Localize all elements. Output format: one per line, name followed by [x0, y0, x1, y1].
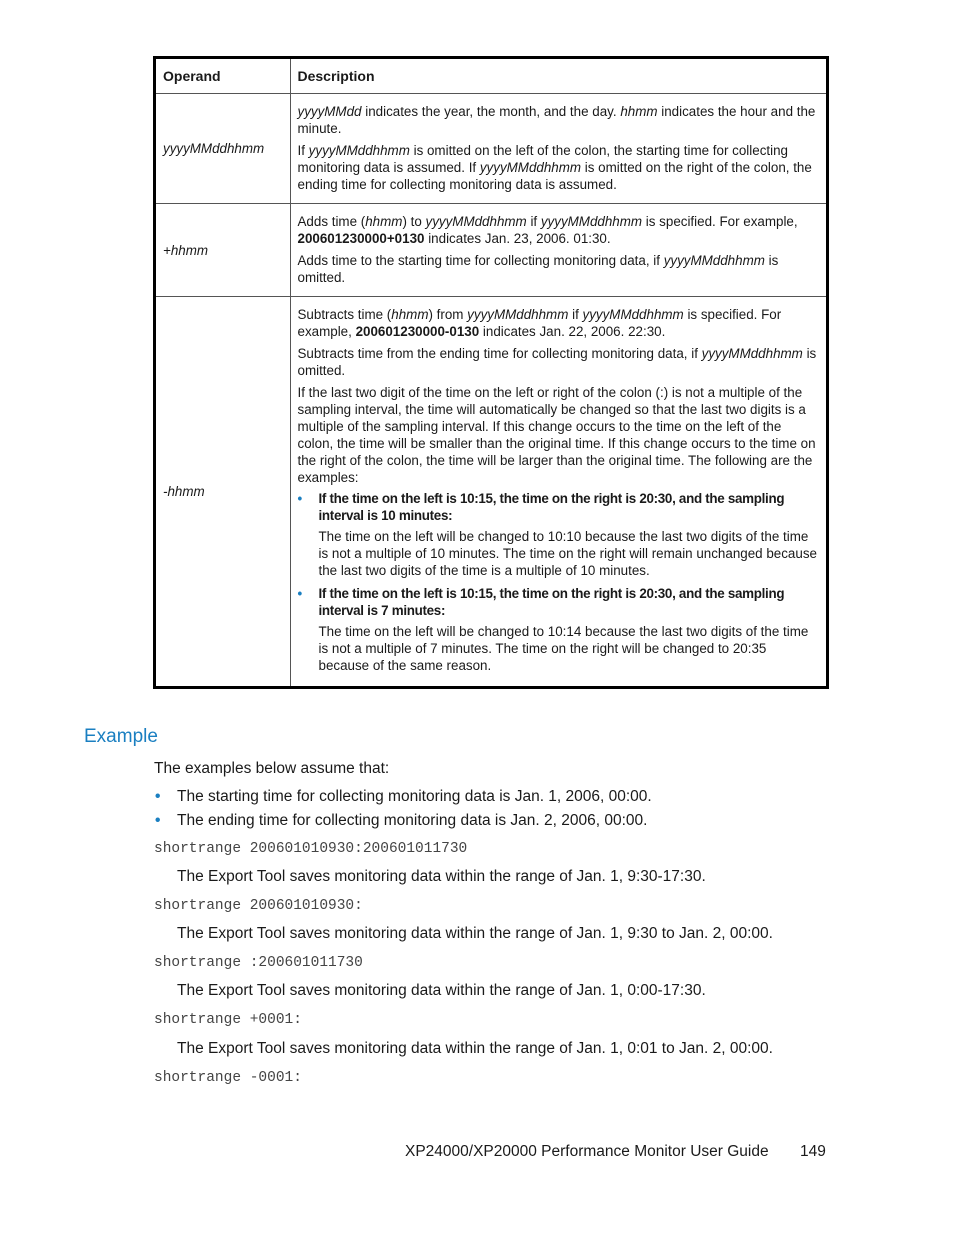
description-cell	[290, 204, 826, 297]
list-item	[298, 585, 820, 674]
example-intro: The examples below assume that:	[154, 760, 390, 777]
text-run: if	[526, 214, 541, 229]
text-run: indicates the year, the month, and the day.	[361, 104, 621, 119]
description-paragraph	[298, 103, 820, 137]
text-run: indicates the hour and the minute.	[297, 104, 816, 136]
section-heading: Example	[84, 726, 158, 747]
text-run: ) to	[402, 214, 426, 229]
description-cell	[290, 297, 826, 687]
bullet-body: The time on the left will be changed to 10:14 because the last two digits of the time is not a multiple of 7 minutes. The time on the right will be changed to 20:35 because of the same reason.	[318, 624, 809, 673]
italic-run: yyyyMMddhhmm	[540, 214, 643, 229]
text-run: is omitted on the right of the colon, the ending time for collecting monitoring data is assumed.	[297, 160, 812, 192]
text-run: is omitted on the left of the colon, the starting time for collecting monitoring data is assumed. If	[297, 143, 788, 175]
list-item	[298, 490, 820, 579]
bullet-icon: •	[155, 788, 161, 805]
italic-run: hhmm	[365, 214, 403, 229]
text-run: Adds time (	[297, 214, 366, 229]
text-run: If the last two digit of the time on the left or right of the colon (:) is not a multiple of the sampling interval, the time will automatically be changed so that the last two digits is a multiple of the sampling interval. If this change occurs to the time on the left of the colon, the time will be smaller than the original time. If this change occurs to the time on the right of the colon, the time will be larger than the original time. The following are the examples:	[297, 385, 816, 485]
list-item	[155, 810, 652, 834]
bullet-icon: •	[297, 586, 303, 601]
bullet-heading: If the time on the left is 10:15, the time on the right is 20:30, and the sampling interval is 7 minutes:	[318, 586, 785, 618]
sampling-example-list	[298, 490, 820, 674]
code-example: shortrange 200601010930:	[154, 898, 363, 914]
italic-run: yyyyMMddhhmm	[479, 160, 582, 175]
table-header-row	[156, 59, 826, 94]
italic-run: yyyyMMddhhmm	[308, 143, 410, 158]
header-description: Description	[290, 59, 826, 94]
text-run: ) from	[428, 307, 468, 322]
italic-run: yyyyMMddhhmm	[663, 253, 765, 268]
operand-cell: -hhmm	[156, 297, 290, 687]
text-run: If	[297, 143, 309, 158]
code-example: shortrange 200601010930:200601011730	[154, 841, 468, 857]
code-example: shortrange -0001:	[154, 1070, 302, 1086]
italic-run: yyyyMMddhhmm	[701, 346, 803, 361]
description-paragraph	[298, 345, 820, 379]
italic-run: hhmm	[391, 307, 429, 322]
operand-table	[153, 56, 829, 689]
header-operand: Operand	[156, 59, 290, 94]
text-run: is omitted.	[297, 346, 817, 378]
text-run: indicates Jan. 23, 2006. 01:30.	[424, 231, 611, 246]
text-run: Subtracts time (	[297, 307, 392, 322]
table-row	[156, 94, 826, 204]
table-row	[156, 297, 826, 687]
text-run: indicates Jan. 22, 2006. 22:30.	[479, 324, 666, 339]
example-explanation: The Export Tool saves monitoring data within the range of Jan. 1, 9:30 to Jan. 2, 00:00.	[177, 925, 773, 942]
operand-cell: +hhmm	[156, 204, 290, 297]
italic-run: yyyyMMddhhmm	[467, 307, 569, 322]
description-paragraph	[298, 252, 820, 286]
page-number: 149	[800, 1143, 826, 1160]
text-run: Adds time to the starting time for collecting monitoring data, if	[297, 253, 664, 268]
italic-run: yyyyMMdd	[297, 104, 362, 119]
description-paragraph	[298, 213, 820, 247]
list-item	[155, 786, 652, 810]
code-example: shortrange +0001:	[154, 1012, 302, 1028]
text-run: Subtracts time from the ending time for collecting monitoring data, if	[297, 346, 702, 361]
italic-run: yyyyMMddhhmm	[582, 307, 684, 322]
example-explanation: The Export Tool saves monitoring data within the range of Jan. 1, 0:00-17:30.	[177, 982, 706, 999]
description-paragraph	[298, 142, 820, 193]
table-row	[156, 204, 826, 297]
operand-cell: yyyyMMddhhmm	[156, 94, 290, 204]
assumption-text: The starting time for collecting monitoring data is Jan. 1, 2006, 00:00.	[177, 788, 652, 805]
assumption-text: The ending time for collecting monitoring data is Jan. 2, 2006, 00:00.	[177, 812, 648, 829]
bullet-body: The time on the left will be changed to 10:10 because the last two digits of the time is not a multiple of 10 minutes. The time on the right will remain unchanged because the last two digits of the time is a multiple of 10 minutes.	[318, 529, 817, 578]
code-example: shortrange :200601011730	[154, 955, 363, 971]
example-explanation: The Export Tool saves monitoring data within the range of Jan. 1, 0:01 to Jan. 2, 00:00.	[177, 1040, 773, 1057]
description-paragraph	[298, 384, 820, 486]
bullet-heading: If the time on the left is 10:15, the time on the right is 20:30, and the sampling interval is 10 minutes:	[318, 491, 785, 523]
assumption-list	[155, 786, 652, 834]
footer-title: XP24000/XP20000 Performance Monitor User Guide	[405, 1143, 769, 1160]
bold-run: 200601230000-0130	[355, 324, 480, 339]
description-paragraph	[298, 306, 820, 340]
text-run: is specified. For example,	[642, 214, 798, 229]
bold-run: 200601230000+0130	[297, 231, 425, 246]
bullet-icon: •	[297, 491, 303, 506]
description-cell	[290, 94, 826, 204]
example-explanation: The Export Tool saves monitoring data within the range of Jan. 1, 9:30-17:30.	[177, 868, 706, 885]
bullet-icon: •	[155, 812, 161, 829]
text-run: is omitted.	[297, 253, 779, 285]
italic-run: yyyyMMddhhmm	[425, 214, 527, 229]
text-run: is specified. For example,	[297, 307, 782, 339]
text-run: if	[568, 307, 583, 322]
italic-run: hhmm	[620, 104, 658, 119]
